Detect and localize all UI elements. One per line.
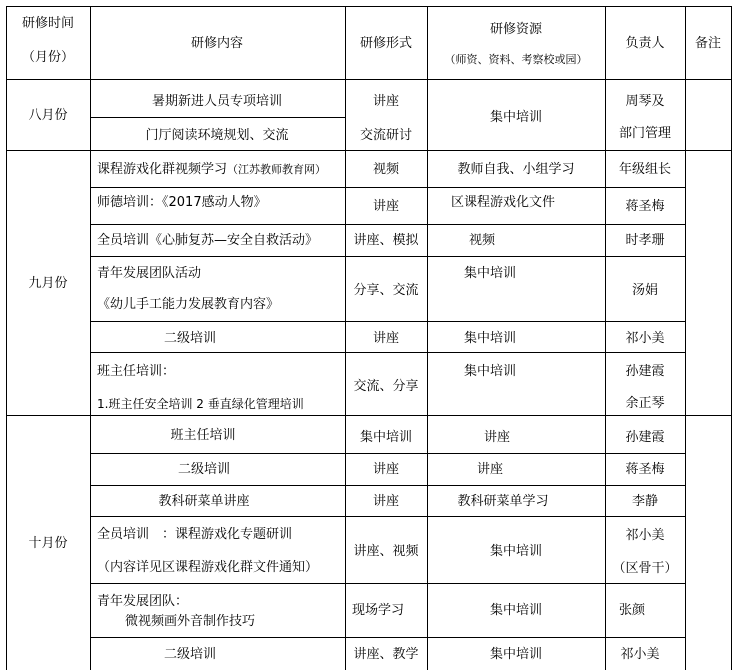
aug-bottom-line — [6, 150, 731, 151]
row5-owner: 时孝珊 — [625, 233, 665, 248]
row8-owner-1: 孙建霞 — [625, 364, 665, 379]
row3-content-main: 课程游戏化群视频学习 — [97, 162, 228, 177]
row9-resource: 讲座 — [483, 430, 511, 445]
row7-form: 讲座 — [372, 331, 400, 346]
row14-form: 讲座、教学 — [353, 647, 419, 662]
sep-bottom-line — [6, 415, 731, 416]
header-bottom-line — [6, 79, 731, 80]
col-line-5 — [685, 6, 686, 670]
row-line-7 — [90, 352, 685, 353]
row11-form: 讲座 — [372, 494, 400, 509]
row13-content-title: 青年发展团队： — [97, 594, 189, 609]
header-time-month: （月份） — [21, 50, 75, 65]
aug-owner-dept: 部门管理 — [618, 126, 672, 141]
row2-form: 交流研讨 — [359, 128, 413, 143]
row1-form: 讲座 — [372, 94, 400, 109]
header-note: 备注 — [694, 36, 722, 51]
row-line-5 — [90, 256, 685, 257]
col-line-2 — [345, 6, 346, 670]
aug-row-line — [90, 117, 345, 118]
row7-owner: 祁小美 — [625, 331, 665, 346]
row14-content: 二级培训 — [163, 647, 217, 662]
header-time: 研修时间 — [21, 16, 75, 31]
row-line-3 — [90, 187, 685, 188]
row6-content-title: 青年发展团队活动 — [97, 266, 202, 281]
row12-resource: 集中培训 — [489, 544, 543, 559]
table-border-top — [6, 6, 731, 7]
row-line-6 — [90, 321, 685, 322]
header-content: 研修内容 — [190, 36, 244, 51]
row7-content: 二级培训 — [163, 331, 217, 346]
table-border-right — [731, 6, 732, 670]
row9-content: 班主任培训 — [170, 428, 236, 443]
table-border-left — [6, 6, 7, 670]
aug-owner: 周琴及 — [625, 94, 665, 109]
col-line-3 — [427, 6, 428, 670]
row8-content-title: 班主任培训： — [97, 364, 176, 379]
row-line-13 — [90, 637, 685, 638]
row5-form: 讲座、模拟 — [353, 233, 419, 248]
month-september: 九月份 — [28, 276, 68, 291]
col-line-4 — [605, 6, 606, 670]
row7-resource: 集中培训 — [463, 331, 517, 346]
header-resource: 研修资源 — [489, 22, 543, 37]
row6-owner: 汤娟 — [631, 283, 659, 298]
row13-owner: 张颜 — [618, 603, 646, 618]
row12-owner-2: （区骨干） — [612, 561, 678, 576]
row3-content — [97, 162, 326, 178]
row11-resource: 教科研菜单学习 — [457, 494, 549, 509]
row4-content: 师德培训：《2017感动人物》 — [97, 195, 267, 210]
row9-owner: 孙建霞 — [625, 430, 665, 445]
row11-content: 教科研菜单讲座 — [158, 494, 250, 509]
header-form: 研修形式 — [359, 36, 413, 51]
header-resource-detail: （师资、资料、考察校或园） — [444, 53, 588, 66]
row12-content-detail: （内容详见区课程游戏化群文件通知） — [97, 560, 319, 575]
row13-form: 现场学习 — [351, 603, 405, 618]
row3-resource: 教师自我、小组学习 — [457, 162, 575, 177]
row8-form: 交流、分享 — [353, 379, 419, 394]
row13-resource: 集中培训 — [489, 603, 543, 618]
row14-owner: 祁小美 — [620, 647, 660, 662]
row-line-9 — [90, 453, 685, 454]
row-line-11 — [90, 516, 685, 517]
row10-content: 二级培训 — [177, 462, 231, 477]
row10-owner: 蒋圣梅 — [625, 462, 665, 477]
row12-form: 讲座、视频 — [353, 544, 419, 559]
row6-content-topic: 《幼儿手工能力发展教育内容》 — [97, 297, 280, 312]
aug-resource: 集中培训 — [489, 110, 543, 125]
month-august: 八月份 — [28, 108, 68, 123]
row2-content: 门厅阅读环境规划、交流 — [145, 128, 289, 143]
row5-content: 全员培训《心肺复苏—安全自救活动》 — [97, 233, 319, 248]
row10-form: 讲座 — [372, 462, 400, 477]
col-line-1 — [90, 6, 91, 670]
row6-form: 分享、交流 — [353, 283, 419, 298]
row-line-4 — [90, 224, 685, 225]
row8-content-detail: 1.班主任安全培训 2 垂直绿化管理培训 — [97, 397, 304, 411]
row8-resource: 集中培训 — [463, 364, 517, 379]
row13-content-detail: 微视频画外音制作技巧 — [125, 614, 256, 629]
row11-owner: 李静 — [631, 494, 659, 509]
row4-owner: 蒋圣梅 — [625, 199, 665, 214]
row3-owner: 年级组长 — [618, 162, 672, 177]
row10-resource: 讲座 — [476, 462, 504, 477]
row9-form: 集中培训 — [359, 430, 413, 445]
row3-content-source: （江苏教师教育网） — [227, 163, 327, 176]
row4-form: 讲座 — [372, 199, 400, 214]
row8-owner-2: 余正琴 — [625, 396, 665, 411]
row-line-10 — [90, 485, 685, 486]
row14-resource: 集中培训 — [489, 647, 543, 662]
row4-resource: 区课程游戏化文件 — [450, 195, 556, 210]
row12-owner-1: 祁小美 — [625, 528, 665, 543]
row-line-12 — [90, 583, 685, 584]
month-october: 十月份 — [28, 536, 68, 551]
row6-resource: 集中培训 — [463, 266, 517, 281]
header-owner: 负责人 — [625, 36, 665, 51]
row12-content-title: 全员培训 ：课程游戏化专题研训 — [97, 527, 293, 542]
row3-form: 视频 — [372, 162, 400, 177]
row5-resource: 视频 — [468, 233, 496, 248]
row1-content: 暑期新进人员专项培训 — [151, 94, 283, 109]
